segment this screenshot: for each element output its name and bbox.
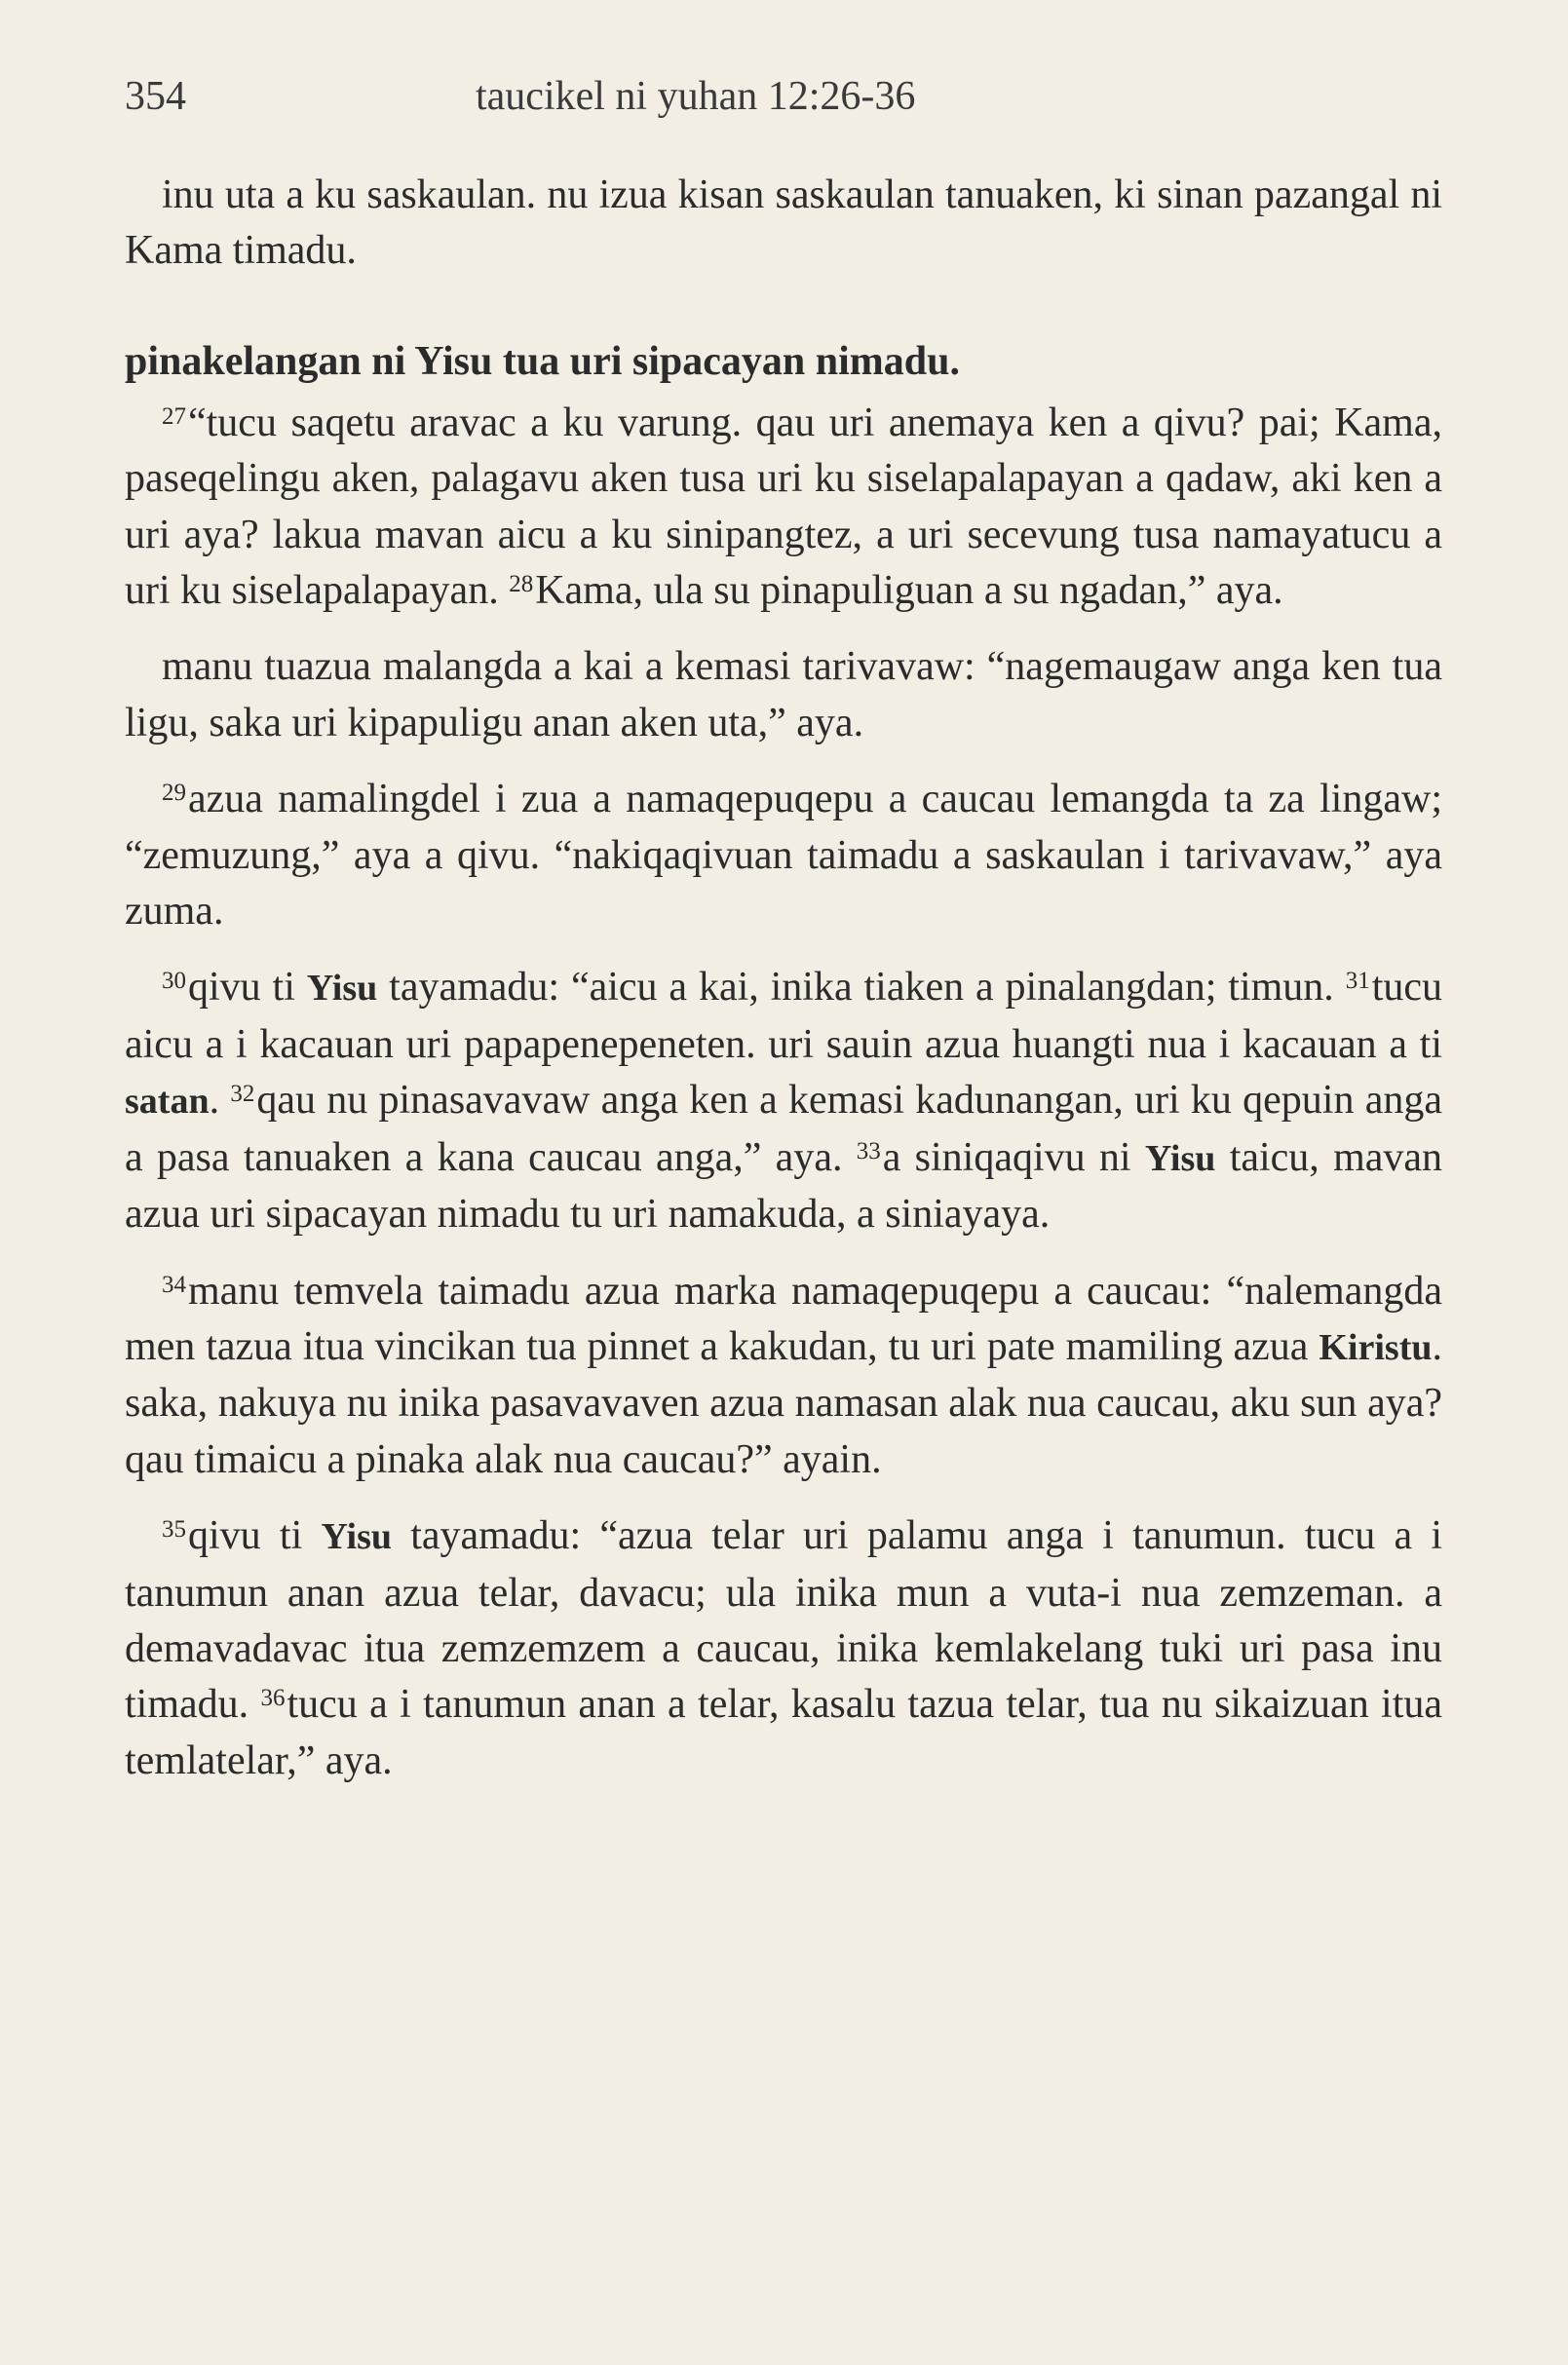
- verse-text: tayamadu: “azua telar uri palamu anga i tanumun. tucu a i tanumun anan azua telar, davacu; ula inika mun a vuta-i nua zemzeman. a demavadavac itua zemzemzem a caucau, inika kemlakelang tuki uri pasa inu timadu.: [125, 1513, 1443, 1728]
- verse-number: 31: [1345, 968, 1370, 995]
- paragraph-text: inu uta a ku saskaulan. nu izua kisan saskaulan tanuaken, ki sinan pazangal ni Kama timadu.: [125, 172, 1442, 274]
- verse-number: 30: [162, 968, 186, 995]
- verse-text: a siniqaqivu ni: [882, 1134, 1131, 1180]
- paragraph-verse-27: [125, 396, 1442, 620]
- paragraph-verse-34: [125, 1264, 1442, 1489]
- verse-text: Kama, ula su pinapuliguan a su ngadan,” aya.: [535, 568, 1283, 614]
- paragraph-verse-35: [125, 1508, 1442, 1789]
- verse-text: tucu aicu a i kacauan uri papapenepeneten. uri sauin azua huangti nua i kacauan a ti: [125, 965, 1442, 1067]
- verse-number: 27: [162, 402, 186, 430]
- verse-text: qivu ti: [188, 1513, 303, 1559]
- verse-text: .: [209, 1078, 220, 1124]
- verse-text: manu temvela taimadu azua marka namaqepuqepu a caucau: “nalemangda men tazua itua vincikan tua pinnet a kakudan, tu uri pate mamiling azua: [125, 1268, 1442, 1369]
- section-heading: pinakelangan ni Yisu tua uri sipacayan nimadu.: [125, 338, 961, 384]
- name-term: Yisu: [321, 1516, 392, 1558]
- paragraph-continuation: [125, 168, 1442, 280]
- verse-number: 28: [509, 571, 534, 598]
- verse-text: qivu ti: [188, 965, 295, 1011]
- verse-text: azua namalingdel i zua a namaqepuqepu a caucau lemangda ta za lingaw; “zemuzung,” aya a qivu. “nakiqaqivuan taimadu a saskaulan i tarivavaw,” aya zuma.: [125, 777, 1442, 935]
- verse-text: . saka, nakuya nu inika pasavavaven azua namasan alak nua caucau, aku sun aya? qau timaicu a pinaka alak nua caucau?” ayain.: [125, 1323, 1442, 1482]
- verse-text: qau nu pinasavavaw anga ken a kemasi kadunangan, uri ku qepuin anga a pasa tanuaken a kana caucau anga,” aya.: [125, 1078, 1442, 1180]
- verse-text: “tucu saqetu aravac a ku varung. qau uri anemaya ken a qivu? pai; Kama, paseqelingu aken, palagavu aken tusa uri ku siselapalapayan a qadaw, aki ken a uri aya? lakua mavan aicu a ku sinipangtez, a uri secevung tusa namayatucu a uri ku siselapalapayan.: [125, 400, 1442, 614]
- verse-text: tayamadu: “aicu a kai, inika tiaken a pinalangdan; timun.: [389, 965, 1334, 1011]
- name-term: Yisu: [1144, 1137, 1216, 1179]
- paragraph-narration: [125, 639, 1442, 751]
- verse-number: 32: [230, 1081, 255, 1108]
- paragraph-verse-30: [125, 960, 1442, 1242]
- paragraph-text: manu tuazua malangda a kai a kemasi tarivavaw: “nagemaugaw anga ken tua ligu, saka uri kipapuligu anan aken uta,” aya.: [125, 644, 1442, 745]
- verse-number: 36: [260, 1685, 286, 1712]
- verse-number: 29: [162, 780, 186, 807]
- name-term: Kiristu: [1319, 1326, 1433, 1368]
- name-term: Yisu: [306, 968, 378, 1010]
- verse-number: 35: [162, 1516, 186, 1544]
- page-number: 354: [125, 74, 186, 119]
- verse-number: 33: [856, 1137, 881, 1164]
- name-term: satan: [125, 1081, 210, 1123]
- page-body: [125, 168, 1442, 1789]
- paragraph-verse-29: [125, 772, 1442, 939]
- verse-text: taicu, mavan azua uri sipacayan nimadu tu uri namakuda, a siniayaya.: [125, 1134, 1443, 1238]
- running-title: taucikel ni yuhan 12:26-36: [476, 74, 916, 119]
- verse-number: 34: [162, 1271, 186, 1298]
- verse-text: tucu a i tanumun anan a telar, kasalu tazua telar, tua nu sikaizuan itua temlatelar,” aya.: [125, 1682, 1443, 1783]
